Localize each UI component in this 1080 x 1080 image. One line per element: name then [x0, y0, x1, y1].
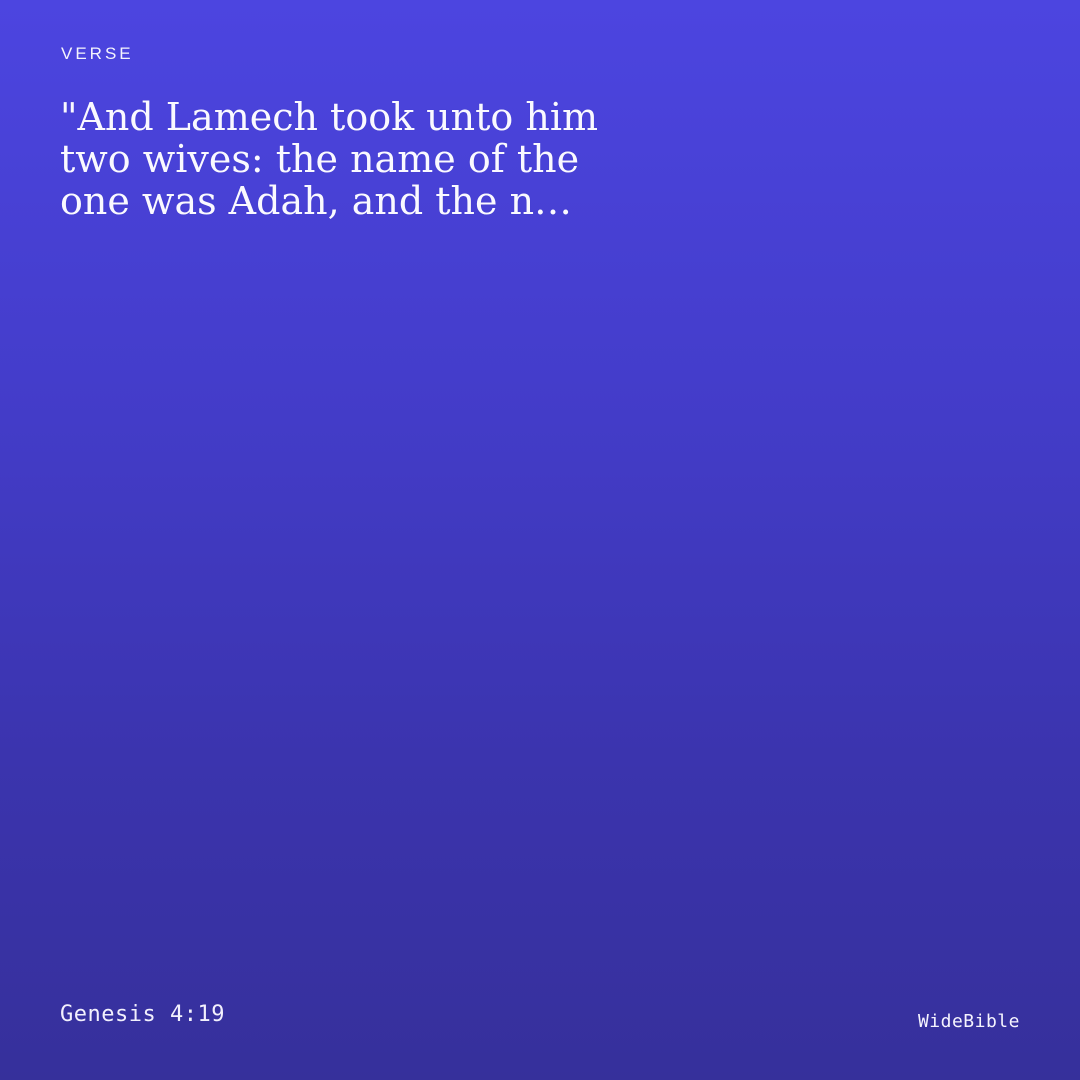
verse-quote-line-2: two wives: the name of the: [60, 137, 580, 181]
scripture-reference: Genesis 4:19: [60, 1002, 225, 1027]
verse-quote-line-3: one was Adah, and the n…: [60, 179, 573, 223]
verse-quote: [60, 96, 680, 222]
verse-quote-line-1: "And Lamech took unto him: [60, 95, 599, 139]
brand-watermark: WideBible: [917, 1011, 1020, 1032]
verse-eyebrow-label: VERSE: [61, 44, 134, 63]
